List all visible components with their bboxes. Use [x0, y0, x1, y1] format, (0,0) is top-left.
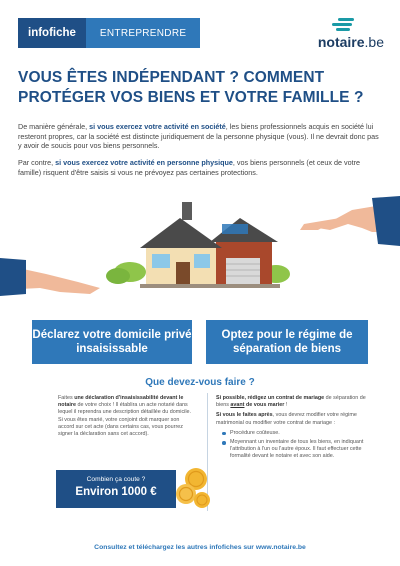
bullet-item: Procédure coûteuse. [222, 430, 366, 437]
logo-text: notaire.be [317, 34, 384, 50]
header-tags [18, 18, 200, 48]
house-hands-illustration [0, 188, 400, 310]
footer-link[interactable]: Consultez et téléchargez les autres infofiches sur www.notaire.be [94, 544, 306, 551]
cost-value: Environ 1000 € [75, 486, 157, 498]
right-para-1: Si possible, rédigez un contrat de mariage de séparation de biens avant de vous marier ! [216, 395, 366, 409]
page-title: VOUS ÊTES INDÉPENDANT ? COMMENT PROTÉGER VOS BIENS ET VOTRE FAMILLE ? [18, 69, 364, 106]
left-column-text: Faites une déclaration d'insaisissabilité devant le notaire de votre choix ! Il établira un acte notarié dans lequel il reprendra une description détaillée du domicile. Si vous êtes marié, votre conjoint doit marquer son accord sur cet acte (dans certains cas, vous pourrez signer la déclaration sans cet accord). [58, 395, 192, 438]
bullet-item: Moyennant un inventaire de tous les biens, en indiquant l'attribution à l'un ou l'autre époux. Il faut effectuer cette formalité devant le notaire et avec son aide. [222, 439, 366, 461]
coins-icon [172, 466, 212, 512]
upper-hand-icon [300, 196, 400, 246]
right-para-2: Si vous le faites après, vous devrez modifier votre régime matrimonial ou modifier votre contrat de mariage : [216, 412, 357, 426]
category-tag: ENTREPRENDRE [86, 18, 200, 48]
logo-bars-icon [332, 18, 354, 32]
infofiche-tag: infofiche [18, 18, 86, 48]
cost-box [56, 470, 176, 508]
lower-hand-icon [0, 258, 100, 296]
intro-paragraph-2: Par contre, si vous exercez votre activité en personne physique, vos biens personnels (et ceux de votre famille) risquent d'être saisis si vous ne prévoyez pas certaines protections. [18, 158, 360, 177]
cost-label: Combien ça coute ? [86, 476, 146, 483]
right-column-text [216, 395, 366, 463]
insaisissable-box: Déclarez votre domicile privé insaisissable [32, 320, 192, 364]
bullet-list [216, 430, 366, 461]
notaire-logo [302, 18, 384, 50]
house-icon [140, 202, 280, 288]
intro-paragraph-1: De manière générale, si vous exercez votre activité en société, les biens professionnels acquis en société lui resteront propres, car la société est distincte juridiquement de la personne physique (vous). Il ne devrait donc pas y avoir de soucis pour vos biens personnels. [18, 122, 379, 151]
question-heading: Que devez-vous faire ? [145, 377, 255, 388]
separation-box: Optez pour le régime de séparation de biens [206, 320, 368, 364]
